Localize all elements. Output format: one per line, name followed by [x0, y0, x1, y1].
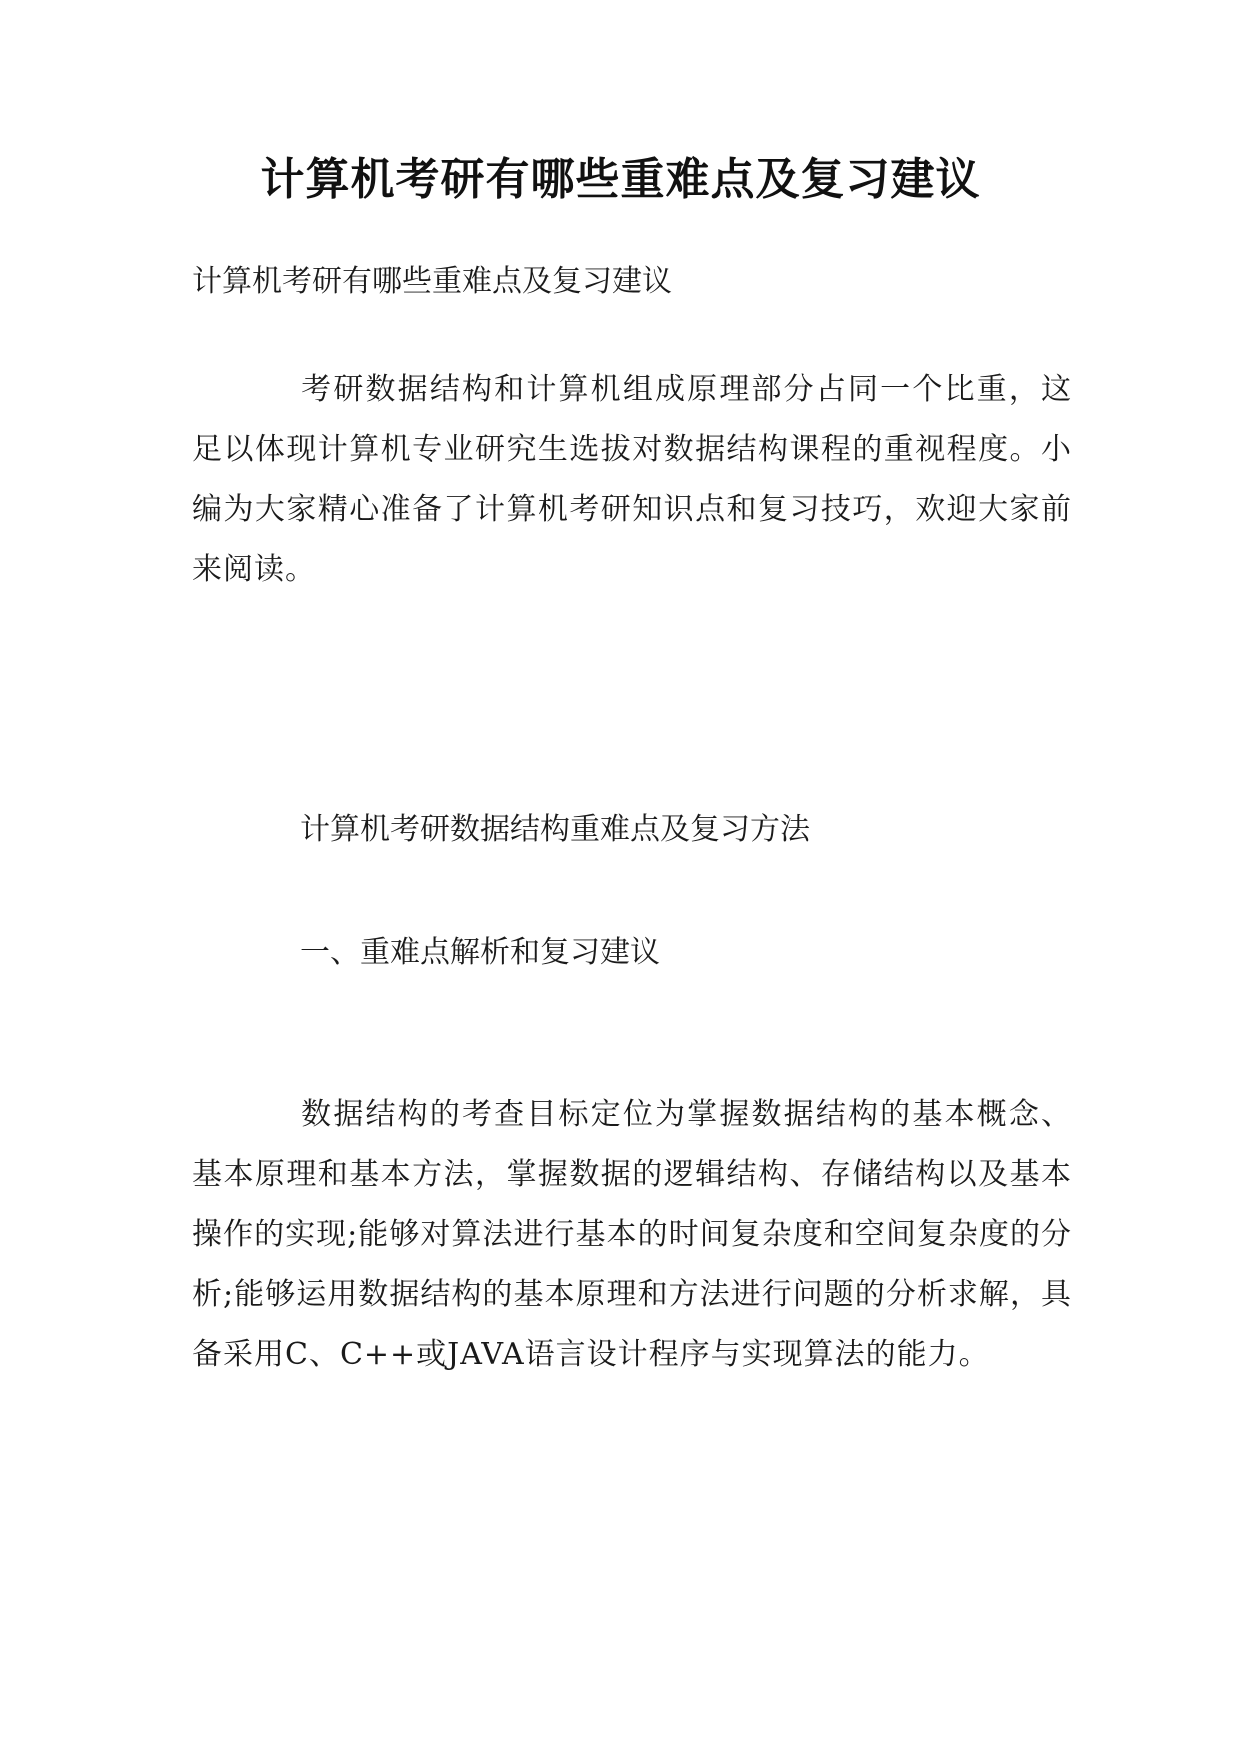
intro-paragraph [192, 360, 1072, 600]
document-subtitle: 计算机考研有哪些重难点及复习建议 [192, 264, 672, 299]
body-paragraph [192, 1085, 1072, 1385]
section-heading: 计算机考研数据结构重难点及复习方法 [300, 812, 810, 847]
document-title: 计算机考研有哪些重难点及复习建议 [260, 154, 981, 205]
subsection-heading: 一、重难点解析和复习建议 [300, 935, 660, 970]
intro-paragraph-text: 考研数据结构和计算机组成原理部分占同一个比重，这足以体现计算机专业研究生选拔对数据结构课程的重视程度。小编为大家精心准备了计算机考研知识点和复习技巧，欢迎大家前来阅读。 [192, 372, 1072, 587]
body-paragraph-text: 数据结构的考查目标定位为掌握数据结构的基本概念、基本原理和基本方法，掌握数据的逻辑结构、存储结构以及基本操作的实现;能够对算法进行基本的时间复杂度和空间复杂度的分析;能够运用数据结构的基本原理和方法进行问题的分析求解，具备采用C、C++或JAVA语言设计程序与实现算法的能力。 [192, 1097, 1072, 1372]
